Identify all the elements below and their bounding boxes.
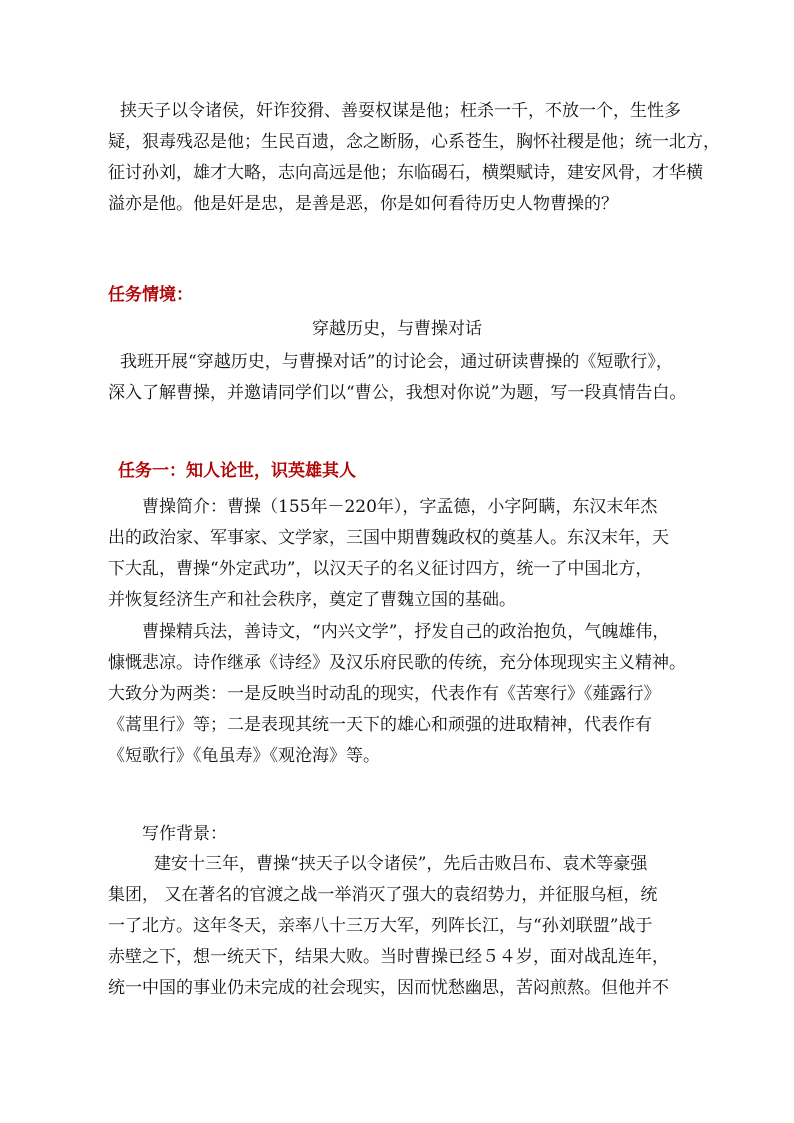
poetry-line: 大致分为两类：一是反映当时动乱的现实，代表作有《苦寒行》《薤露行》 bbox=[108, 684, 661, 704]
background-line: 赤壁之下，想一统天下，结果大败。当时曹操已经５４岁，面对战乱连年， bbox=[108, 947, 669, 967]
poetry-line: 慷慨悲凉。诗作继承《诗经》及汉乐府民歌的传统，充分体现现实主义精神。 bbox=[108, 653, 686, 673]
intro-line: 溢亦是他。他是奸是忠，是善是恶，你是如何看待历史人物曹操的？ bbox=[108, 194, 618, 214]
background-label-text: 写作背景： bbox=[142, 824, 227, 844]
bio-line: 出的政治家、军事家、文学家，三国中期曹魏政权的奠基人。东汉末年，天 bbox=[108, 528, 669, 548]
poetry-line: 曹操精兵法，善诗文，“内兴文学”，抒发自己的政治抱负，气魄雄伟， bbox=[142, 622, 670, 642]
bio-line: 曹操简介：曹操（155年－220年），字孟德，小字阿瞒，东汉末年杰 bbox=[142, 497, 658, 517]
intro-line: 挟天子以令诸侯，奸诈狡猾、善耍权谋是他；枉杀一千，不放一个，生性多 bbox=[120, 101, 681, 121]
background-line: 建安十三年，曹操“挟天子以令诸侯”，先后击败吕布、袁术等豪强 bbox=[154, 854, 648, 874]
poetry-line: 《蒿里行》等；二是表现其统一天下的雄心和顽强的进取精神，代表作有 bbox=[108, 715, 652, 735]
situation-line: 深入了解曹操，并邀请同学们以“曹公，我想对你说”为题，写一段真情告白。 bbox=[108, 383, 687, 403]
bio-line: 并恢复经济生产和社会秩序，奠定了曹魏立国的基础。 bbox=[108, 590, 516, 610]
situation-title: 穿越历史，与曹操对话 bbox=[312, 319, 482, 339]
bio-line: 下大乱，曹操“外定武功”，以汉天子的名义征讨四方，统一了中国北方， bbox=[108, 559, 653, 579]
background-paragraph bbox=[108, 849, 728, 1004]
situation-line: 我班开展“穿越历史，与曹操对话”的讨论会，通过研读曹操的《短歌行》， bbox=[120, 352, 673, 372]
intro-paragraph bbox=[108, 96, 728, 220]
intro-line: 征讨孙刘，雄才大略，志向高远是他；东临碣石，横槊赋诗，建安风骨，才华横 bbox=[108, 163, 703, 183]
poetry-line: 《短歌行》《龟虽寿》《观沧海》等。 bbox=[108, 746, 380, 766]
bio-paragraph bbox=[108, 492, 728, 616]
background-label bbox=[108, 819, 728, 850]
situation-heading: 任务情境： bbox=[108, 285, 193, 305]
background-line: 统一中国的事业仍未完成的社会现实，因而忧愁幽思，苦闷煎熬。但他并不 bbox=[108, 978, 669, 998]
background-line: 一了北方。这年冬天，亲率八十三万大军，列阵长江，与“孙刘联盟”战于 bbox=[108, 916, 653, 936]
situation-paragraph bbox=[108, 347, 728, 409]
task1-heading: 任务一：知人论世，识英雄其人 bbox=[118, 461, 356, 481]
intro-line: 疑，狠毒残忍是他；生民百遗，念之断肠，心系苍生，胸怀社稷是他；统一北方， bbox=[108, 132, 720, 152]
background-line: 集团， 又在著名的官渡之战一举消灭了强大的袁绍势力，并征服乌桓，统 bbox=[108, 885, 658, 905]
poetry-paragraph bbox=[108, 617, 728, 772]
